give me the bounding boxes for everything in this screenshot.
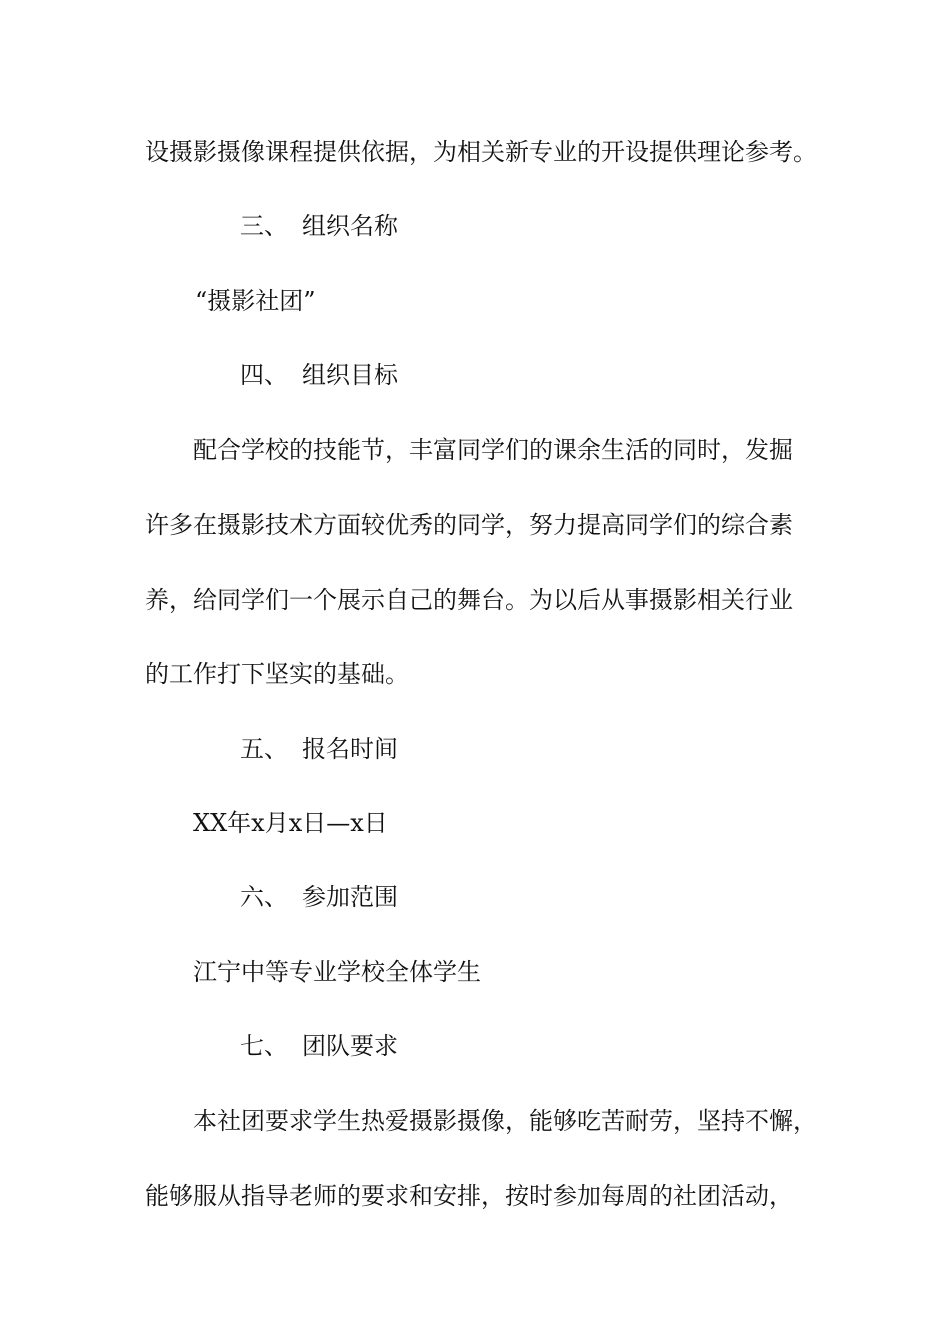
section-heading-5	[240, 734, 398, 764]
paragraph-line: 能够服从指导老师的要求和安排，按时参加每周的社团活动，	[145, 1182, 793, 1210]
paragraph-line: 本社团要求学生热爱摄影摄像，能够吃苦耐劳，坚持不懈，	[193, 1107, 817, 1135]
section-title: 报名时间	[302, 735, 398, 763]
section-title: 组织目标	[302, 361, 398, 389]
section-heading-3	[240, 211, 398, 241]
paragraph-line: 配合学校的技能节，丰富同学们的课余生活的同时，发掘	[193, 436, 793, 464]
section-title: 组织名称	[302, 212, 398, 240]
section-number: 六、	[240, 883, 288, 911]
paragraph-line: 的工作打下坚实的基础。	[145, 660, 409, 688]
section-title: 参加范围	[302, 883, 398, 911]
paragraph-line: 养，给同学们一个展示自己的舞台。为以后从事摄影相关行业	[145, 586, 793, 614]
scope-text: 江宁中等专业学校全体学生	[193, 958, 481, 986]
section-number: 七、	[240, 1032, 288, 1060]
section-heading-6	[240, 882, 398, 912]
section-heading-7	[240, 1031, 398, 1061]
section-number: 四、	[240, 361, 288, 389]
section-number: 五、	[240, 735, 288, 763]
paragraph-line: 许多在摄影技术方面较优秀的同学，努力提高同学们的综合素	[145, 511, 793, 539]
org-name-text: “摄影社团”	[195, 287, 316, 315]
paragraph-line: 设摄影摄像课程提供依据，为相关新专业的开设提供理论参考。	[145, 138, 817, 166]
section-heading-4	[240, 360, 398, 390]
section-title: 团队要求	[302, 1032, 398, 1060]
date-text: XX年x月x日—x日	[193, 809, 388, 837]
section-number: 三、	[240, 212, 288, 240]
